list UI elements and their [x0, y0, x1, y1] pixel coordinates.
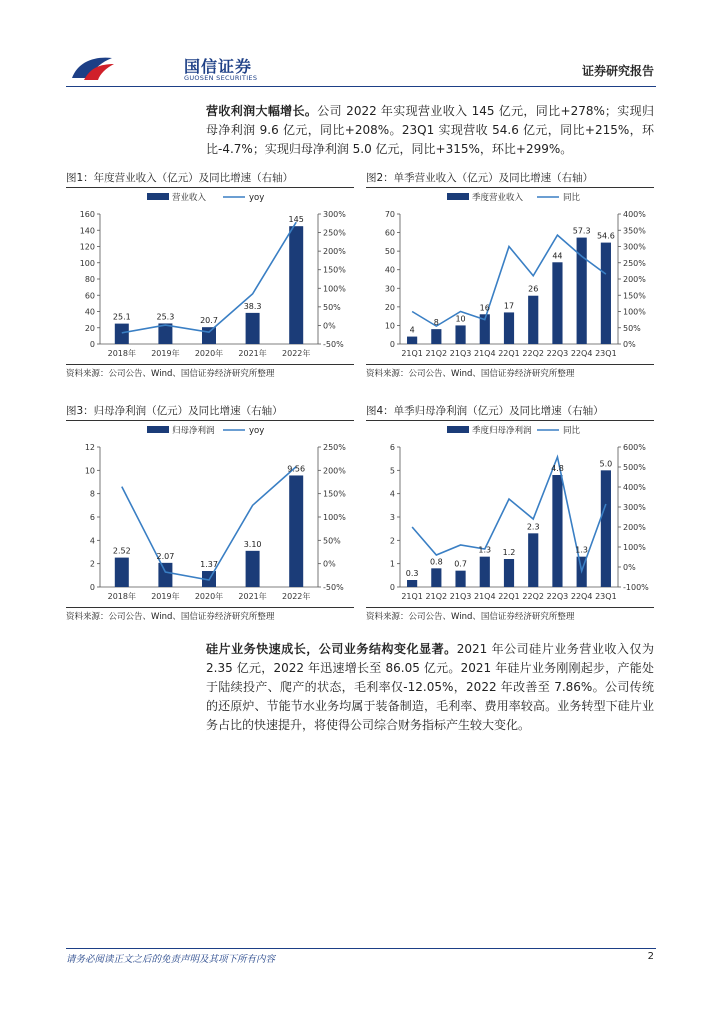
- bar-data-label: 54.6: [596, 231, 615, 241]
- bar-data-label: 4.8: [551, 464, 564, 473]
- x-tick-label: 22Q2: [522, 592, 545, 601]
- legend-bar-swatch: [147, 193, 169, 200]
- y-tick-label: 70: [384, 210, 395, 219]
- y-tick-label: 140: [79, 226, 95, 236]
- bar: [455, 325, 465, 344]
- bar: [407, 580, 417, 587]
- bar: [601, 243, 611, 344]
- guosen-logo-icon: [68, 52, 116, 82]
- x-tick-label: 2021年: [238, 349, 267, 358]
- y-tick-label: 40: [384, 265, 395, 275]
- y-tick-label: 0: [389, 583, 395, 592]
- bar-data-label: 10: [455, 314, 466, 324]
- y2-tick-label: 200%: [323, 247, 346, 257]
- report-type-label: 证券研究报告: [581, 64, 654, 78]
- y2-tick-label: 200%: [623, 523, 646, 532]
- paragraph-wafer-business: [206, 640, 654, 735]
- x-tick-label: 2021年: [238, 592, 267, 601]
- y2-tick-label: 50%: [623, 323, 641, 333]
- y-tick-label: 30: [384, 284, 395, 294]
- bar-data-label: 25.3: [156, 312, 175, 322]
- bar-data-label: 8: [433, 318, 439, 328]
- bar-data-label: 20.7: [200, 316, 218, 326]
- y-tick-label: 160: [79, 210, 95, 219]
- footer-divider: [66, 948, 656, 949]
- brand-name-cn: 国信证券: [184, 57, 253, 76]
- bar: [504, 559, 514, 587]
- y-tick-label: 40: [84, 307, 95, 317]
- bar-data-label: 2.07: [156, 551, 175, 561]
- chart-plot: [66, 421, 354, 605]
- bar-data-label: 1.3: [575, 545, 589, 555]
- legend-bar-swatch: [447, 426, 469, 433]
- legend-line-label: 同比: [563, 426, 581, 436]
- y-tick-label: 3: [389, 513, 395, 522]
- x-tick-label: 21Q3: [449, 592, 472, 601]
- bar: [246, 551, 260, 587]
- y2-tick-label: 50%: [323, 536, 341, 546]
- y2-tick-label: 250%: [323, 228, 346, 238]
- y2-tick-label: 150%: [323, 265, 346, 275]
- x-tick-label: 22Q3: [546, 349, 569, 358]
- y-tick-label: 2: [89, 559, 95, 569]
- y2-tick-label: 400%: [623, 483, 646, 492]
- legend-line-label: yoy: [249, 193, 265, 203]
- chart-plot: [66, 188, 354, 362]
- brand-name-en: GUOSEN SECURITIES: [184, 74, 258, 82]
- bar: [455, 571, 465, 587]
- bar: [115, 558, 129, 587]
- legend-bar-label: 归母净利润: [172, 426, 215, 436]
- y-tick-label: 20: [384, 302, 395, 312]
- x-tick-label: 2018年: [107, 592, 136, 601]
- header-divider: [66, 86, 656, 87]
- chart-caption: 图3：归母净利润（亿元）及同比增速（右轴）: [66, 403, 354, 421]
- y-tick-label: 5: [389, 466, 395, 476]
- bar-data-label: 17: [503, 301, 515, 311]
- y2-tick-label: 100%: [623, 307, 646, 317]
- y2-tick-label: 400%: [623, 210, 646, 219]
- y2-tick-label: 600%: [623, 443, 646, 452]
- x-tick-label: 21Q1: [401, 592, 423, 601]
- x-tick-label: 21Q3: [449, 349, 472, 358]
- bar-data-label: 2.52: [112, 546, 131, 556]
- x-tick-label: 21Q4: [473, 592, 496, 601]
- bar-data-label: 25.1: [112, 312, 131, 322]
- y-tick-label: 8: [89, 489, 95, 499]
- bar-data-label: 0.8: [429, 557, 443, 567]
- paragraph-revenue: [206, 102, 654, 159]
- x-tick-label: 21Q4: [473, 349, 496, 358]
- y-tick-label: 6: [89, 513, 95, 522]
- y-tick-label: 60: [384, 228, 395, 238]
- x-tick-label: 23Q1: [595, 349, 617, 358]
- y2-tick-label: 300%: [323, 210, 346, 219]
- bar: [407, 337, 417, 344]
- chart-source: 资料来源：公司公告、Wind、国信证券经济研究所整理: [66, 364, 354, 381]
- bar: [202, 327, 216, 344]
- bar-data-label: 9.56: [287, 464, 306, 474]
- x-tick-label: 2020年: [194, 349, 224, 358]
- x-tick-label: 22Q1: [498, 349, 520, 358]
- bar: [289, 226, 303, 344]
- bar: [115, 324, 129, 344]
- x-tick-label: 2019年: [151, 349, 180, 358]
- page-number: 2: [647, 951, 654, 962]
- y-tick-label: 12: [84, 443, 95, 452]
- y2-tick-label: 150%: [623, 291, 646, 301]
- y-tick-label: 60: [84, 291, 95, 301]
- y-tick-label: 120: [79, 242, 95, 252]
- y2-tick-label: 50%: [323, 302, 341, 312]
- y2-tick-label: -50%: [323, 583, 344, 592]
- y-tick-label: 100: [79, 258, 95, 268]
- legend-bar-label: 季度营业收入: [472, 193, 524, 203]
- y2-tick-label: 350%: [623, 226, 646, 236]
- bar: [528, 296, 538, 344]
- y2-tick-label: 250%: [323, 443, 346, 452]
- chart-plot: [366, 188, 654, 362]
- x-tick-label: 2020年: [194, 592, 224, 601]
- y-tick-label: 0: [89, 583, 95, 592]
- bar-data-label: 1.37: [200, 560, 218, 570]
- paragraph-body: 公司 2022 年实现营业收入 145 亿元，同比+278%；实现归母净利润 9.6 亿元，同比+208%。23Q1 实现营收 54.6 亿元，同比+215%，环比-4.7%；实现归母净利润 5.0 亿元，同比+315%，环比+299%。: [206, 104, 654, 156]
- bar: [601, 470, 611, 587]
- legend-bar-swatch: [447, 193, 469, 200]
- paragraph-body: 2021 年公司硅片业务营业收入仅为 2.35 亿元，2022 年迅速增长至 86.05 亿元。2021 年硅片业务刚刚起步，产能处于陆续投产、爬产的状态，毛利率仅-12.05%，2022 年改善至 7.86%。公司传统的还原炉、节能节水业务均属于装备制造，毛利率、费用率较高。业务转型下硅片业务占比的快速提升，将使得公司综合财务指标产生较大变化。: [206, 642, 654, 732]
- y-tick-label: 10: [84, 466, 95, 476]
- y-tick-label: 0: [389, 340, 395, 349]
- bar-data-label: 0.3: [405, 569, 419, 578]
- chart-caption: 图4：单季归母净利润（亿元）及同比增速（右轴）: [366, 403, 654, 421]
- x-tick-label: 21Q2: [425, 349, 448, 358]
- y2-tick-label: 0%: [623, 340, 636, 349]
- y-tick-label: 80: [84, 275, 95, 284]
- y-tick-label: 50: [384, 247, 395, 257]
- x-tick-label: 2018年: [107, 349, 136, 358]
- x-tick-label: 22Q4: [570, 349, 593, 358]
- y-tick-label: 4: [89, 536, 95, 546]
- y-tick-label: 6: [389, 443, 395, 452]
- y2-tick-label: 100%: [623, 543, 646, 552]
- x-tick-label: 21Q1: [401, 349, 423, 358]
- legend-bar-swatch: [147, 426, 169, 433]
- y2-tick-label: 100%: [323, 284, 346, 294]
- bar: [246, 313, 260, 344]
- bar-data-label: 1.3: [478, 545, 492, 555]
- x-tick-label: 2022年: [282, 592, 311, 601]
- y-tick-label: 10: [384, 321, 395, 331]
- y-tick-label: 4: [389, 489, 395, 499]
- paragraph-lead: 营收利润大幅增长。: [206, 104, 318, 118]
- bar: [158, 563, 172, 587]
- legend-line-label: 同比: [563, 193, 581, 203]
- bar-data-label: 4: [409, 325, 415, 335]
- chart-caption: 图2：单季营业收入（亿元）及同比增速（右轴）: [366, 170, 654, 188]
- y2-tick-label: -100%: [623, 583, 649, 592]
- y2-tick-label: 0%: [623, 563, 636, 572]
- y2-tick-label: 500%: [623, 463, 646, 472]
- bar-data-label: 1.2: [502, 548, 516, 557]
- paragraph-lead: 硅片业务快速成长，公司业务结构变化显著。: [206, 642, 457, 656]
- y-tick-label: 20: [84, 323, 95, 333]
- x-tick-label: 2019年: [151, 592, 180, 601]
- chart-source: 资料来源：公司公告、Wind、国信证券经济研究所整理: [66, 607, 354, 624]
- x-tick-label: 21Q2: [425, 592, 448, 601]
- y2-tick-label: 300%: [623, 242, 646, 252]
- y2-tick-label: 0%: [323, 559, 336, 569]
- bar: [552, 262, 562, 344]
- y-tick-label: 1: [389, 559, 395, 569]
- legend-bar-label: 营业收入: [172, 193, 207, 203]
- y2-tick-label: 150%: [323, 489, 346, 499]
- bar: [552, 475, 562, 587]
- x-tick-label: 22Q3: [546, 592, 569, 601]
- bar-data-label: 38.3: [243, 301, 262, 311]
- bar-data-label: 44: [552, 251, 563, 261]
- bar: [431, 329, 441, 344]
- bar-data-label: 145: [288, 215, 304, 225]
- bar-data-label: 5.0: [599, 459, 613, 469]
- bar-data-label: 3.10: [243, 539, 262, 549]
- y-tick-label: 0: [89, 340, 95, 349]
- chart-plot: [366, 421, 654, 605]
- y2-tick-label: 300%: [623, 503, 646, 512]
- footer-disclaimer: 请务必阅读正文之后的免责声明及其项下所有内容: [66, 954, 276, 965]
- y2-tick-label: -50%: [323, 340, 344, 349]
- y2-tick-label: 0%: [323, 321, 336, 331]
- chart-source: 资料来源：公司公告、Wind、国信证券经济研究所整理: [366, 607, 654, 624]
- chart-source: 资料来源：公司公告、Wind、国信证券经济研究所整理: [366, 364, 654, 381]
- y2-tick-label: 200%: [623, 275, 646, 284]
- y-tick-label: 2: [389, 536, 395, 546]
- legend-bar-label: 季度归母净利润: [472, 426, 532, 436]
- bar-data-label: 57.3: [572, 226, 591, 236]
- bar: [289, 475, 303, 587]
- bar: [480, 557, 490, 587]
- legend-line-label: yoy: [249, 426, 265, 436]
- y2-tick-label: 250%: [623, 258, 646, 268]
- bar: [431, 568, 441, 587]
- x-tick-label: 2022年: [282, 349, 311, 358]
- bar-data-label: 0.7: [454, 559, 467, 569]
- chart-caption: 图1：年度营业收入（亿元）及同比增速（右轴）: [66, 170, 354, 188]
- bar-data-label: 16: [479, 303, 490, 313]
- x-tick-label: 23Q1: [595, 592, 617, 601]
- page-header: [66, 48, 656, 88]
- bar: [504, 312, 514, 344]
- x-tick-label: 22Q1: [498, 592, 520, 601]
- y2-tick-label: 200%: [323, 466, 346, 476]
- bar-data-label: 2.3: [526, 522, 540, 532]
- bar: [528, 533, 538, 587]
- x-tick-label: 22Q4: [570, 592, 593, 601]
- bar-data-label: 26: [528, 284, 539, 294]
- x-tick-label: 22Q2: [522, 349, 545, 358]
- y2-tick-label: 100%: [323, 513, 346, 522]
